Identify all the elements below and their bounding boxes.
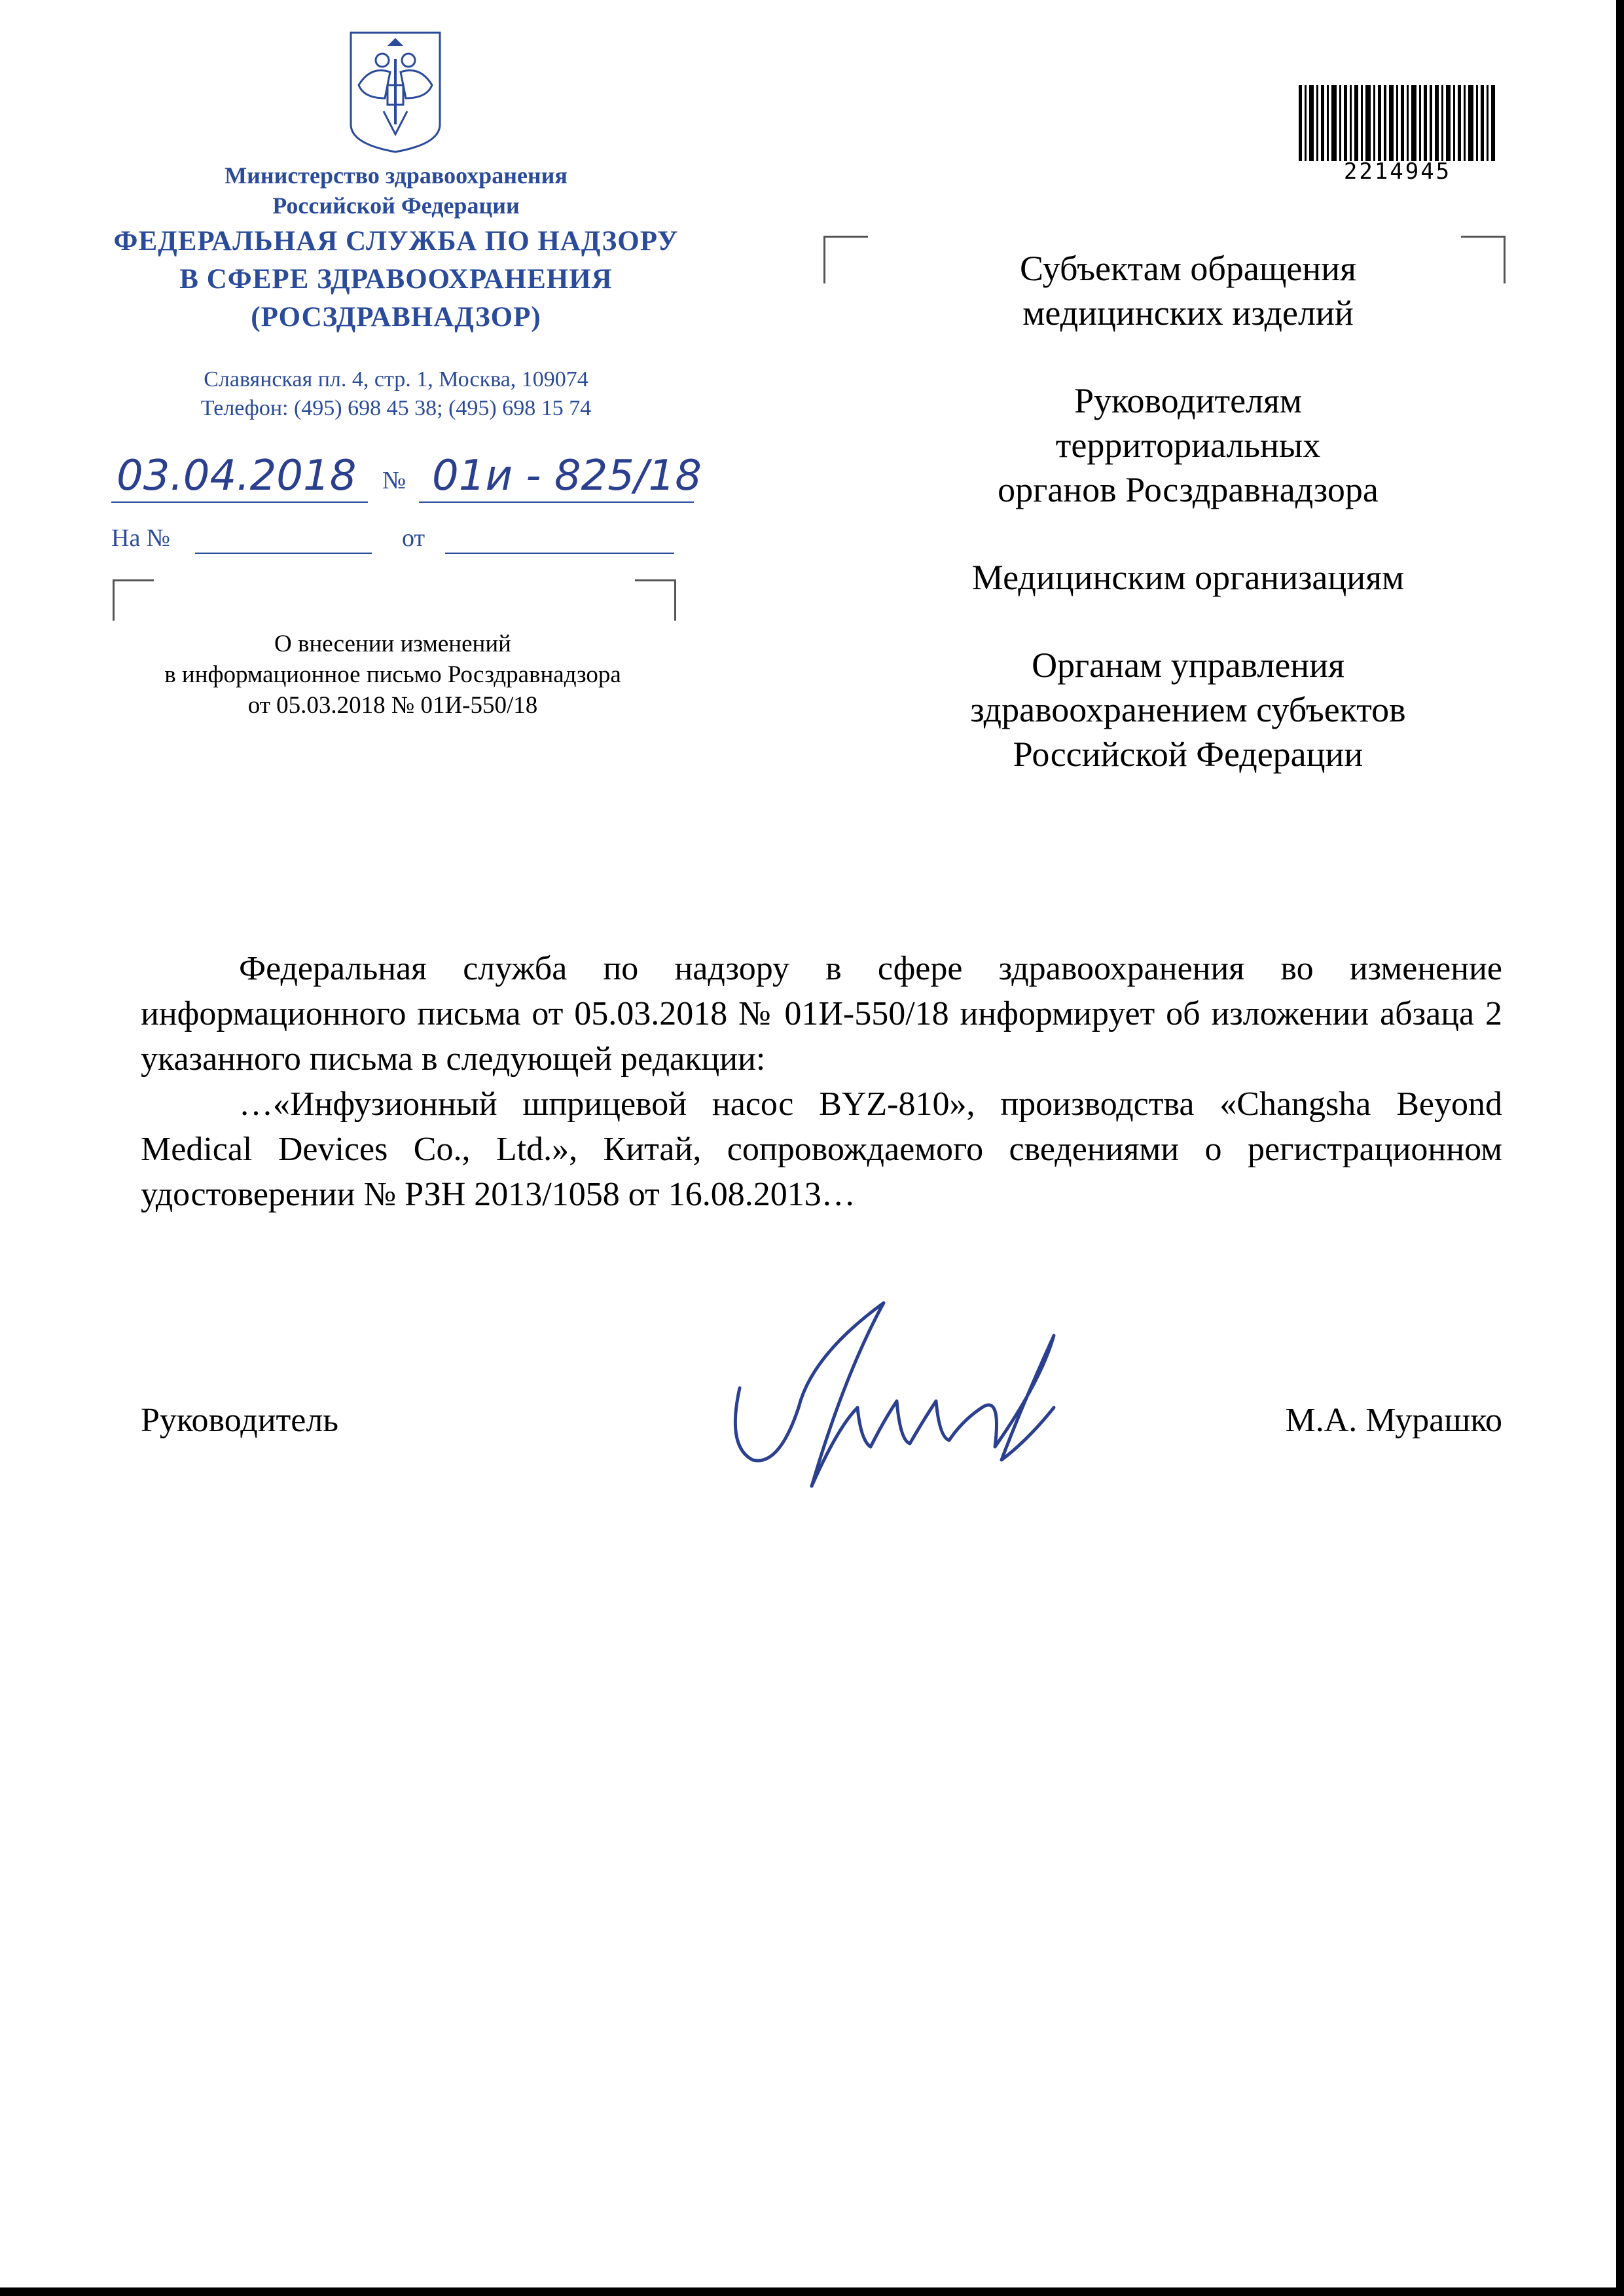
subject-corner-right [635,579,676,621]
scan-edge-right [1616,0,1624,2296]
service-line-3: (РОСЗДРАВНАДЗОР) [251,302,541,333]
service-address: Славянская пл. 4, стр. 1, Москва, 109074 [204,367,588,392]
letter-body [141,946,1502,1217]
recipient-1-line-1: Субъектам обращения [1019,249,1357,288]
ref-from-label: от [402,524,425,552]
subject-line-3: от 05.03.2018 № 01И-550/18 [247,692,538,719]
handwritten-signature [713,1296,1067,1506]
handwritten-date: 03.04.2018 [117,452,357,500]
ministry-line-2: Российской Федерации [272,192,520,219]
barcode-number: 2214945 [1343,158,1452,185]
recipient-corner-left [823,236,868,283]
signatory-name: М.А. Мурашко [1285,1402,1502,1439]
signatory-position: Руководитель [141,1402,338,1439]
number-underline [419,501,694,503]
recipient-3 [884,555,1492,600]
ministry-name [131,160,661,221]
recipient-2-line-1: Руководителям [1074,381,1302,420]
coat-of-arms-emblem [344,26,446,155]
body-paragraph-2: …«Инфузионный шприцевой насос BYZ-810», производства «Changsha Beyond Medical Devices Co., Ltd.», Китай, сопровождаемого сведениями о регистрационном удостоверении № РЗН 2013/1058 от 16.08.2013… [141,1085,1502,1213]
recipient-1-line-2: медицинских изделий [1022,293,1354,333]
body-paragraph-1: Федеральная служба по надзору в сфере здравоохранения во изменение информационного письма от 05.03.2018 № 01И-550/18 информирует об изложении абзаца 2 указанного письма в следующей редакции: [141,950,1502,1078]
recipient-4-line-3: Российской Федерации [1013,735,1363,774]
barcode [1296,85,1499,185]
double-headed-eagle-icon [344,26,446,155]
registration-row [111,452,740,511]
recipients-block [884,246,1492,776]
subject-line-1: О внесении изменений [274,630,511,657]
service-name [98,223,694,337]
barcode-bars [1296,85,1499,164]
service-line-1: ФЕДЕРАЛЬНАЯ СЛУЖБА ПО НАДЗОРУ [113,226,679,257]
ministry-line-1: Министерство здравоохранения [225,162,568,189]
ref-from-underline [445,553,674,554]
subject-line-2: в информационное письмо Росздравнадзора [164,661,621,688]
ref-number-label: На № [111,524,171,552]
recipient-2 [884,378,1492,512]
service-phone: Телефон: (495) 698 45 38; (495) 698 15 74 [200,396,592,420]
date-underline [111,501,368,503]
subject-corner-left [113,579,154,621]
recipient-2-line-2: территориальных [1055,426,1321,465]
recipient-4 [884,643,1492,776]
recipient-2-line-3: органов Росздравнадзора [998,470,1379,509]
letter-subject [111,629,674,721]
recipient-3-line-1: Медицинским организациям [971,558,1405,597]
handwritten-number: 01и - 825/18 [432,452,702,500]
scan-edge-bottom [0,2287,1624,2296]
reference-row [111,524,740,563]
service-contacts [131,365,661,423]
signature-scribble-icon [713,1296,1067,1506]
ref-number-underline [195,553,372,554]
recipient-4-line-1: Органам управления [1032,646,1344,685]
recipient-4-line-2: здравоохранением субъектов [970,690,1406,729]
service-line-2: В СФЕРЕ ЗДРАВООХРАНЕНИЯ [179,264,613,295]
number-label: № [382,467,406,494]
recipient-1 [884,246,1492,335]
